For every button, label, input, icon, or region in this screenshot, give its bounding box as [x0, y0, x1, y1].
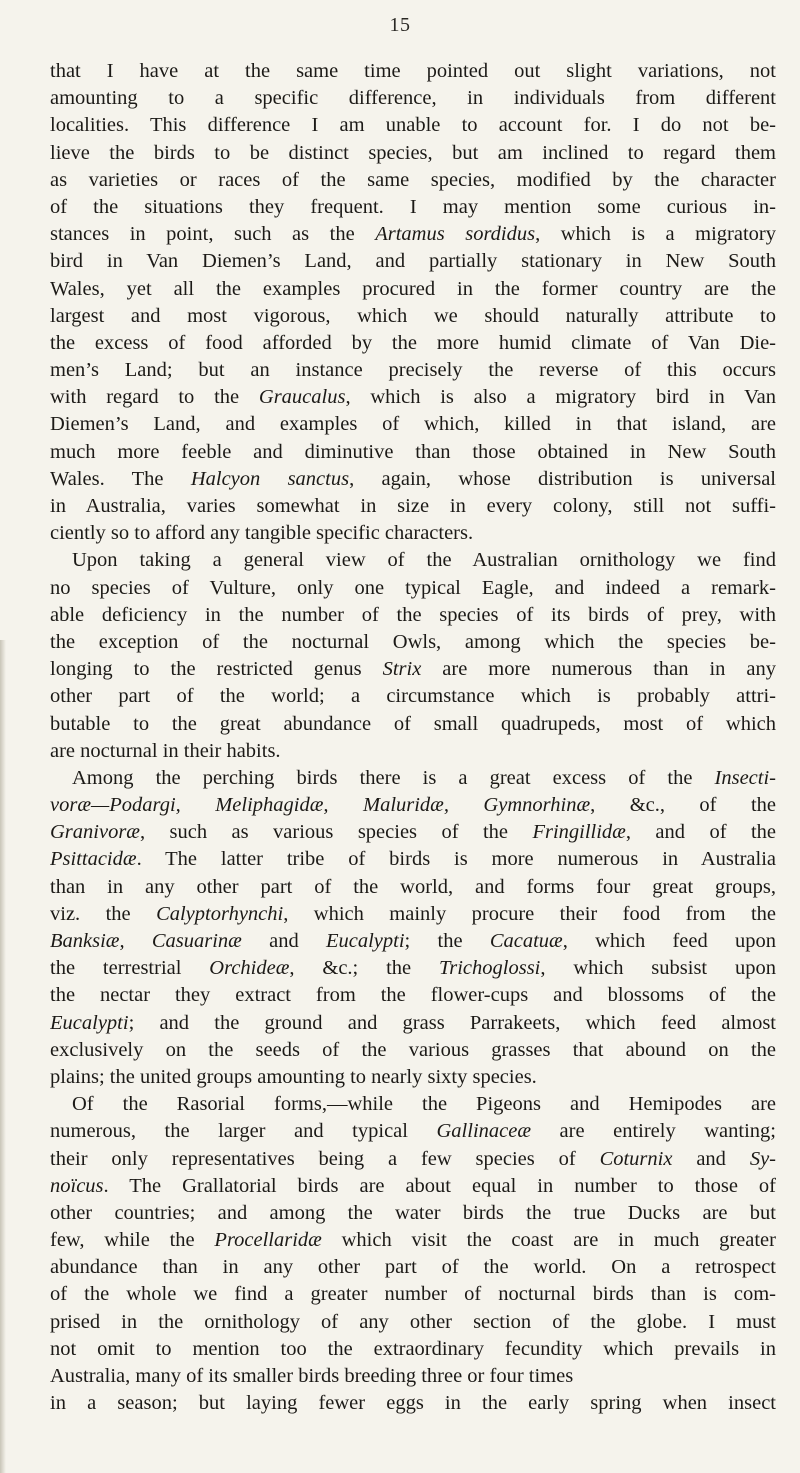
text-run: than in any other part of the world, and forms four great groups, — [50, 875, 776, 898]
text-run: longing to the restricted genus — [50, 658, 383, 681]
text-run: the excess of food afforded by the more humid climate of Van Die- — [50, 331, 776, 354]
text-run: butable to the great abundance of small quadrupeds, most of which — [50, 712, 776, 735]
text-line — [50, 248, 776, 275]
italic-text: Trichoglossi — [438, 957, 541, 980]
text-run: the nectar they extract from the flower-cups and blossoms of the — [50, 984, 776, 1007]
italic-text: Eucalypti — [50, 1011, 129, 1034]
text-line — [50, 656, 776, 683]
text-run: Wales, yet all the examples procured in the former country are the — [50, 277, 776, 300]
text-line — [50, 140, 776, 167]
text-line — [50, 112, 776, 139]
text-run: no species of Vulture, only one typical Eagle, and indeed a remark- — [50, 576, 776, 599]
text-run: and — [672, 1147, 750, 1170]
italic-text: Cacatuæ — [489, 930, 563, 952]
text-run: few, while the — [50, 1229, 215, 1252]
text-line — [50, 1254, 776, 1281]
text-line — [50, 1037, 776, 1064]
text-run: exclusively on the seeds of the various grasses that abound on the — [50, 1038, 776, 1061]
italic-text: Strix — [382, 658, 422, 681]
text-line — [50, 1173, 776, 1200]
text-run: . The Grallatorial birds are about equal in number to those of — [103, 1174, 776, 1197]
text-run: as varieties or races of the same species, modified by the character — [50, 168, 776, 191]
text-run: , which mainly procure their food from the — [283, 902, 776, 925]
text-run: bird in Van Diemen’s Land, and partially stationary in New South — [50, 250, 776, 273]
text-run: their only representatives being a few species of — [50, 1147, 600, 1170]
binding-shadow — [0, 640, 6, 1473]
text-run: abundance than in any other part of the world. On a retrospect — [50, 1256, 776, 1279]
text-run: Diemen’s Land, and examples of which, killed in that island, are — [50, 413, 776, 436]
text-line — [50, 1010, 776, 1037]
text-line — [50, 1200, 776, 1227]
italic-text: Halcyon sanctus — [190, 467, 350, 490]
text-run: of the whole we find a greater number of nocturnal birds than is com- — [50, 1283, 776, 1306]
page-number: 15 — [389, 14, 411, 36]
text-line — [50, 846, 776, 873]
text-run: Of the Rasorial forms,—while the Pigeons and Hemipodes are — [72, 1093, 776, 1116]
text-line — [50, 276, 776, 303]
text-line — [50, 629, 776, 656]
text-run: , &c.; the — [289, 957, 439, 980]
text-run: that I have at the same time pointed out slight variations, not — [50, 60, 776, 82]
italic-text: Artamus sordidus — [375, 223, 536, 246]
text-line — [50, 819, 776, 846]
text-run: prised in the ornithology of any other section of the globe. I must — [50, 1310, 776, 1333]
text-line — [50, 1227, 776, 1254]
text-line — [50, 466, 776, 493]
text-line — [50, 901, 776, 928]
text-run: Wales. The — [50, 467, 191, 490]
text-run: able deficiency in the number of the species of its birds of prey, with — [50, 603, 776, 626]
italic-text: Psittacidæ — [50, 848, 137, 871]
text-run: largest and most vigorous, which we should naturally attribute to — [50, 304, 776, 327]
text-line — [50, 1390, 776, 1417]
text-run: numerous, the larger and typical — [50, 1120, 437, 1143]
text-run: in a season; but laying fewer eggs in the early spring when insect — [50, 1392, 776, 1415]
text-run: Upon taking a general view of the Australian ornithology we find — [72, 549, 776, 572]
text-line — [50, 683, 776, 710]
text-line — [50, 982, 776, 1009]
text-run: , which feed upon — [562, 930, 776, 952]
text-line — [50, 1064, 776, 1091]
text-line — [50, 738, 776, 765]
text-line — [50, 194, 776, 221]
text-line — [50, 411, 776, 438]
text-line — [50, 1091, 776, 1118]
text-line — [50, 792, 776, 819]
text-line — [50, 955, 776, 982]
text-run: much more feeble and diminutive than those obtained in New South — [50, 440, 776, 463]
text-run: with regard to the — [50, 386, 259, 409]
italic-text: Graucalus — [258, 386, 346, 409]
text-run: ; the — [404, 930, 490, 952]
text-line — [50, 85, 776, 112]
text-line — [50, 1281, 776, 1308]
text-run: Australia, many of its smaller birds breeding three or four times — [50, 1365, 574, 1387]
text-line — [50, 1363, 776, 1390]
text-run: viz. the — [50, 902, 157, 925]
text-line — [50, 384, 776, 411]
text-line — [50, 221, 776, 248]
text-run: are entirely wanting; — [531, 1120, 776, 1143]
italic-text: Orchideæ — [209, 957, 290, 980]
text-run: Among the perching birds there is a great excess of the — [72, 766, 715, 789]
italic-text: noïcus — [50, 1174, 104, 1197]
italic-text: Gallinaceæ — [436, 1120, 532, 1143]
text-run: in Australia, varies somewhat in size in every colony, still not suffi- — [50, 495, 776, 517]
body-text — [50, 58, 776, 1417]
text-line — [50, 547, 776, 574]
text-run: plains; the united groups amounting to nearly sixty species. — [50, 1065, 537, 1088]
text-run: of the situations they frequent. I may mention some curious in- — [50, 195, 776, 218]
text-run: localities. This difference I am unable to account for. I do not be- — [50, 114, 776, 137]
text-line — [50, 520, 776, 547]
text-line — [50, 493, 776, 520]
italic-text: Insecti- — [714, 766, 776, 789]
text-line — [50, 711, 776, 738]
text-line — [50, 58, 776, 85]
text-run: , and of the — [625, 821, 776, 844]
text-line — [50, 765, 776, 792]
italic-text: voræ—Podargi, Meliphagidæ, Maluridæ, Gymnorhinæ — [50, 794, 591, 817]
italic-text: Procellaridæ — [214, 1229, 322, 1252]
text-run: the exception of the nocturnal Owls, among which the species be- — [50, 630, 776, 653]
italic-text: Calyptorhynchi — [156, 902, 284, 925]
text-run: which visit the coast are in much greater — [321, 1229, 776, 1252]
text-line — [50, 602, 776, 629]
text-run: not omit to mention too the extraordinary fecundity which prevails in — [50, 1337, 776, 1360]
text-run: , &c., of the — [590, 794, 776, 817]
text-run: , again, whose distribution is universal — [349, 467, 776, 490]
text-run: men’s Land; but an instance precisely the reverse of this occurs — [50, 359, 776, 382]
italic-text: Eucalypti — [325, 930, 405, 952]
text-line — [50, 303, 776, 330]
italic-text: Fringillidæ — [532, 821, 626, 844]
text-run: stances in point, such as the — [50, 223, 376, 246]
text-run: other countries; and among the water birds the true Ducks are but — [50, 1201, 776, 1224]
italic-text: Granivoræ — [50, 821, 140, 844]
text-run: , which is a migratory — [535, 223, 776, 246]
italic-text: Sy- — [749, 1147, 776, 1170]
text-run: the terrestrial — [50, 957, 210, 980]
text-run: other part of the world; a circumstance which is probably attri- — [50, 685, 776, 708]
text-line — [50, 330, 776, 357]
text-line — [50, 167, 776, 194]
text-line — [50, 1118, 776, 1145]
text-run: , which subsist upon — [540, 957, 776, 980]
text-run: are more numerous than in any — [421, 658, 776, 681]
text-run: ; and the ground and grass Parrakeets, which feed almost — [128, 1011, 776, 1034]
text-line — [50, 874, 776, 901]
text-run: , which is also a migratory bird in Van — [345, 386, 776, 409]
text-line — [50, 1336, 776, 1363]
italic-text: Coturnix — [599, 1147, 673, 1170]
text-line — [50, 357, 776, 384]
text-line — [50, 1309, 776, 1336]
text-line — [50, 575, 776, 602]
text-line — [50, 439, 776, 466]
text-run: amounting to a specific difference, in individuals from different — [50, 87, 776, 110]
text-run: are nocturnal in their habits. — [50, 739, 281, 762]
text-run: , such as various species of the — [139, 821, 533, 844]
text-run: . The latter tribe of birds is more numerous in Australia — [136, 848, 776, 871]
text-line — [50, 1146, 776, 1173]
italic-text: Banksiæ, Casuarinæ — [50, 930, 242, 952]
text-run: ciently so to afford any tangible specific characters. — [50, 522, 474, 545]
text-line — [50, 928, 776, 955]
text-run: lieve the birds to be distinct species, but am inclined to regard them — [50, 141, 776, 164]
text-run: and — [241, 930, 326, 952]
